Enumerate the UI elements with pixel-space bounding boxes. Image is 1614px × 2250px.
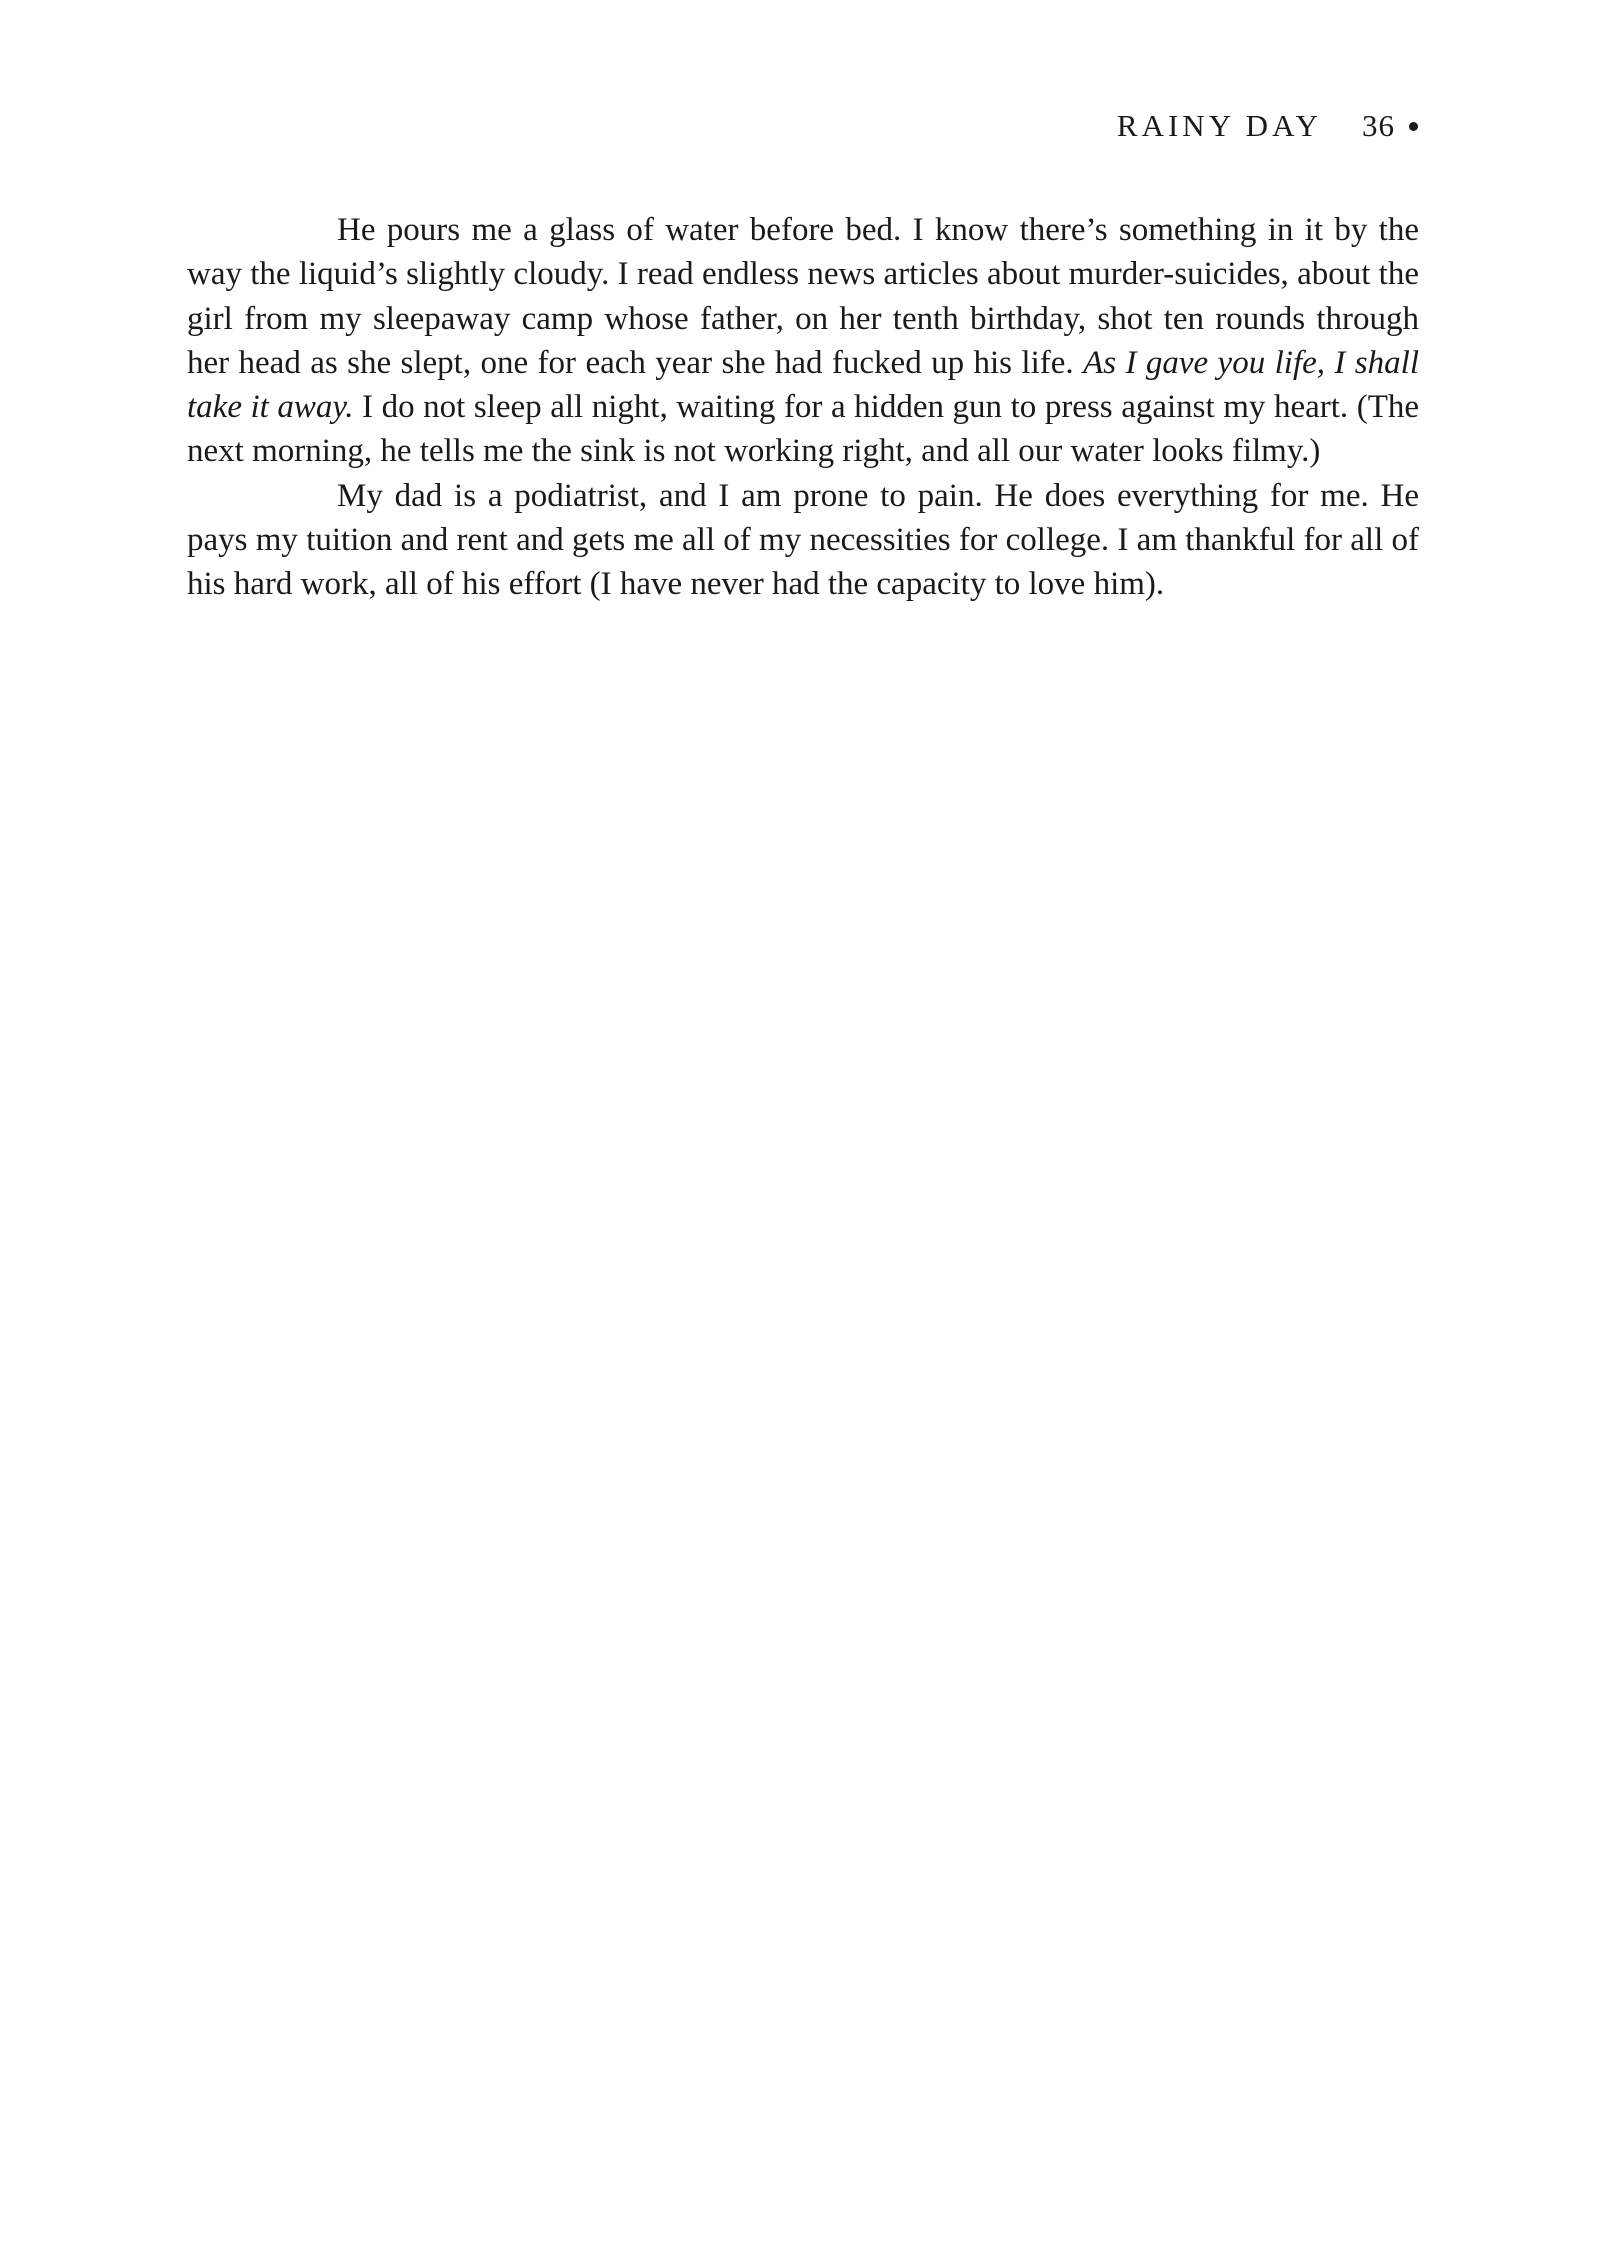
- paragraph-1: [187, 208, 1419, 474]
- running-title: RAINY DAY: [1116, 108, 1322, 143]
- page-number: 36: [1362, 108, 1395, 143]
- paragraph-1-text-b: I do not sleep all night, waiting for a hidden gun to press against my heart. (The next morning, he tells me the sink is not working right, and all our water looks filmy.): [187, 389, 1419, 470]
- paragraph-1-italic-quote: As I gave you life, I shall take it away.: [187, 344, 1419, 426]
- body-text: [187, 208, 1419, 607]
- bullet-icon: [1409, 122, 1418, 131]
- paragraph-2: My dad is a podiatrist, and I am prone to pain. He does everything for me. He pays my tuition and rent and gets me all of my necessities for college. I am thankful for all of his hard work, all of his effort (I have never had the capacity to love him).: [187, 477, 1419, 603]
- paragraph-1-text-a: He pours me a glass of water before bed. I know there’s something in it by the way the liquid’s slightly cloudy. I read endless news articles about murder-suicides, about the girl from my sleepaway camp whose father, on her tenth birthday, shot ten rounds through her head as she slept, one for each year she had fucked up his life.: [187, 212, 1419, 381]
- running-head: [1117, 106, 1418, 146]
